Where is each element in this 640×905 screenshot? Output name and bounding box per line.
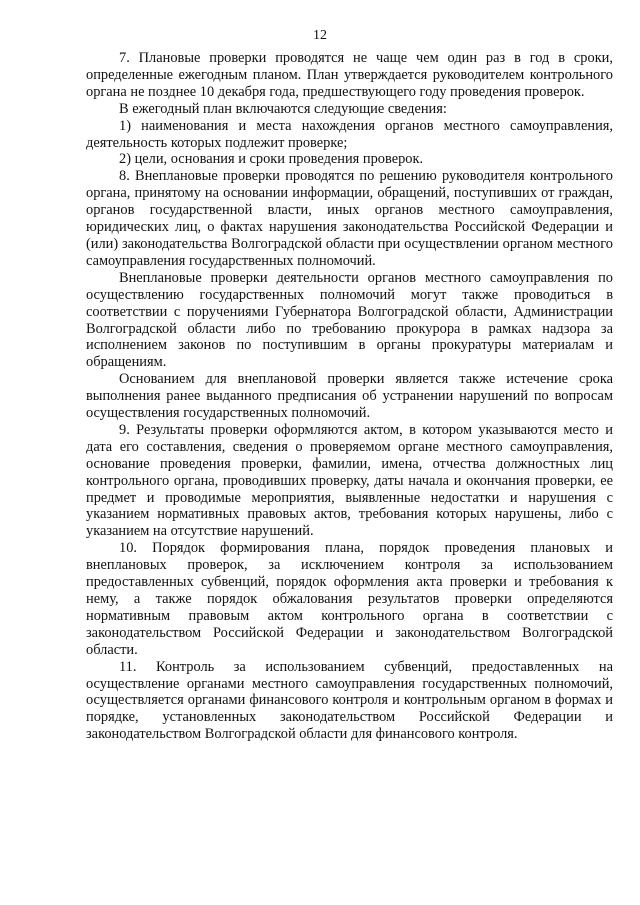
paragraph-plan-contents-1: 1) наименования и места нахождения органов местного самоуправления, деятельность которых подлежит проверке; — [86, 117, 613, 151]
paragraph-unscheduled-inspections: Внеплановые проверки деятельности органов местного самоуправления по осуществлению государственных полномочий могут также проводиться в соответствии с поручениями Губернатора Волгоградской области, Администрации Волгоградской области либо по требованию прокурора в рамках надзора за исполнением законов по поступившим в органы прокуратуры материалам и обращениям. — [86, 269, 613, 371]
paragraph-item-8: 8. Внеплановые проверки проводятся по решению руководителя контрольного органа, принятому на основании информации, обращений, поступивших от граждан, органов государственной власти, иных органов местного самоуправления, юридических лиц, о фактах нарушения законодательства Российской Федерации и (или) законодательства Волгоградской области при осуществлении органом местного самоуправления государственных полномочий. — [86, 168, 613, 269]
paragraph-item-10: 10. Порядок формирования плана, порядок проведения плановых и внеплановых проверок, за исключением контроля за использованием предоставленных субвенций, порядок оформления акта проверки и требования к нему, а также порядок обжалования результатов проверки определяются нормативным правовым актом контрольного органа в соответствии с законодательством Российской Федерации и законодательством Волгоградской области. — [86, 540, 613, 658]
document-body — [86, 50, 613, 743]
paragraph-item-11: 11. Контроль за использованием субвенций, предоставленных на осуществление органами местного самоуправления государственных полномочий, осуществляется органами финансового контроля и контрольным органом в формах и порядке, установленных законодательством Российской Федерации и законодательством Волгоградской области для финансового контроля. — [86, 658, 613, 743]
page-number: 12 — [313, 28, 327, 43]
paragraph-item-7: 7. Плановые проверки проводятся не чаще чем один раз в год в сроки, определенные ежегодным планом. План утверждается руководителем контрольного органа не позднее 10 декабря года, предшествующего году проведения проверок. — [86, 50, 613, 100]
paragraph-unscheduled-grounds: Основанием для внеплановой проверки является также истечение срока выполнения ранее выданного предписания об устранении нарушений по вопросам осуществления государственных полномочий. — [86, 371, 613, 422]
paragraph-plan-contents-2: 2) цели, основания и сроки проведения проверок. — [119, 151, 424, 168]
paragraph-item-9: 9. Результаты проверки оформляются актом, в котором указываются место и дата его составления, сведения о проверяемом органе местного самоуправления, основание проведения проверки, фамилии, имена, отчества должностных лиц контрольного органа, проводивших проверку, даты начала и окончания проверки, ее предмет и проводимые мероприятия, выявленные недостатки и нарушения с указанием нормативных правовых актов, требования которых нарушены, либо с указанием на отсутствие нарушений. — [86, 421, 613, 540]
paragraph-plan-contents-intro: В ежегодный план включаются следующие сведения: — [119, 100, 447, 117]
